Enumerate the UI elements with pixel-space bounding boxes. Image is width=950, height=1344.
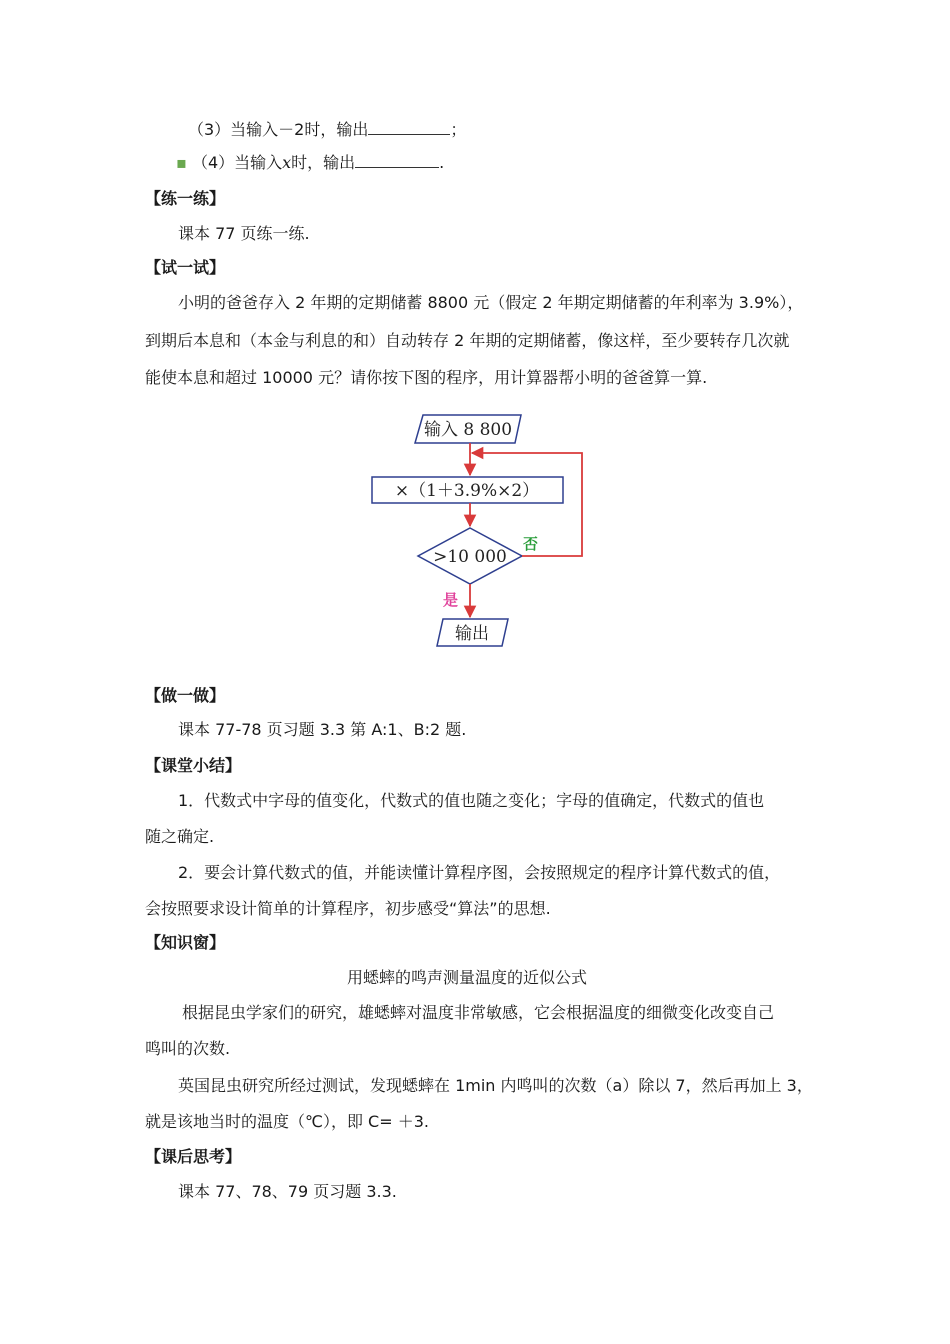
exercise-3 <box>188 118 466 141</box>
try-paragraph-3: 能使本息和超过 10000 元？请你按下图的程序，用计算器帮小明的爸爸算一算. <box>145 368 708 387</box>
exercise-4 <box>176 151 444 174</box>
section-title-homework: 【课后思考】 <box>145 1147 242 1166</box>
exercise-3-suffix: ； <box>450 120 467 139</box>
exercise-4-var: x <box>282 153 292 172</box>
flowchart-input-text: 输入 8 800 <box>423 420 513 440</box>
exercise-3-prefix: （3）当输入－2时，输出 <box>188 120 369 139</box>
exercise-4-mid: 时，输出 <box>291 153 356 172</box>
exercise-4-suffix: . <box>439 153 445 172</box>
section-title-do: 【做一做】 <box>145 686 226 705</box>
practice-text: 课本 77 页练一练. <box>178 224 310 243</box>
exercise-4-prefix: （4）当输入 <box>191 153 283 172</box>
try-paragraph-1: 小明的爸爸存入 2 年期的定期储蓄 8800 元（假定 2 年期定期储蓄的年利率为 3.9%）， <box>178 293 804 312</box>
flowchart-process-text: ×（1＋3.9%×2） <box>394 481 540 501</box>
do-text: 课本 77-78 页习题 3.3 第 A:1、B:2 题. <box>178 720 467 739</box>
flowchart <box>355 405 600 655</box>
flowchart-output-text: 输出 <box>455 624 489 644</box>
summary-item-1b: 随之确定. <box>145 827 215 846</box>
homework-text: 课本 77、78、79 页习题 3.3. <box>178 1182 397 1201</box>
section-title-summary: 【课堂小结】 <box>145 756 242 775</box>
flowchart-yes-label: 是 <box>443 591 459 609</box>
section-title-try: 【试一试】 <box>145 258 226 277</box>
answer-blank-3[interactable] <box>368 118 450 135</box>
section-title-knowledge: 【知识窗】 <box>145 933 226 952</box>
summary-item-2a: 2．要会计算代数式的值，并能读懂计算程序图，会按照规定的程序计算代数式的值， <box>178 863 781 882</box>
flowchart-decision-text: >10 000 <box>433 547 507 567</box>
flowchart-output-box <box>437 619 508 646</box>
knowledge-paragraph-1a: 根据昆虫学家们的研究，雄蟋蟀对温度非常敏感，它会根据温度的细微变化改变自己 <box>182 1003 775 1022</box>
flowchart-input-box <box>415 415 521 443</box>
knowledge-paragraph-2b: 就是该地当时的温度（℃），即 C= ＋3. <box>145 1112 429 1131</box>
summary-item-1a: 1．代数式中字母的值变化，代数式的值也随之变化；字母的值确定，代数式的值也 <box>178 791 765 810</box>
try-paragraph-2: 到期后本息和（本金与利息的和）自动转存 2 年期的定期储蓄，像这样，至少要转存几次就 <box>145 331 790 350</box>
knowledge-subtitle: 用蟋蟀的鸣声测量温度的近似公式 <box>347 968 588 987</box>
flowchart-no-label: 否 <box>523 535 539 553</box>
flowchart-decision <box>418 528 522 584</box>
answer-blank-4[interactable] <box>355 151 439 168</box>
bullet-dot-icon: ▪ <box>176 153 187 172</box>
section-title-practice: 【练一练】 <box>145 189 226 208</box>
knowledge-paragraph-1b: 鸣叫的次数. <box>145 1039 231 1058</box>
knowledge-paragraph-2a: 英国昆虫研究所经过测试，发现蟋蟀在 1min 内鸣叫的次数（a）除以 7，然后再加上 3， <box>178 1076 813 1095</box>
summary-item-2b: 会按照要求设计简单的计算程序，初步感受“算法”的思想. <box>145 899 551 918</box>
flowchart-process-box <box>372 477 563 503</box>
